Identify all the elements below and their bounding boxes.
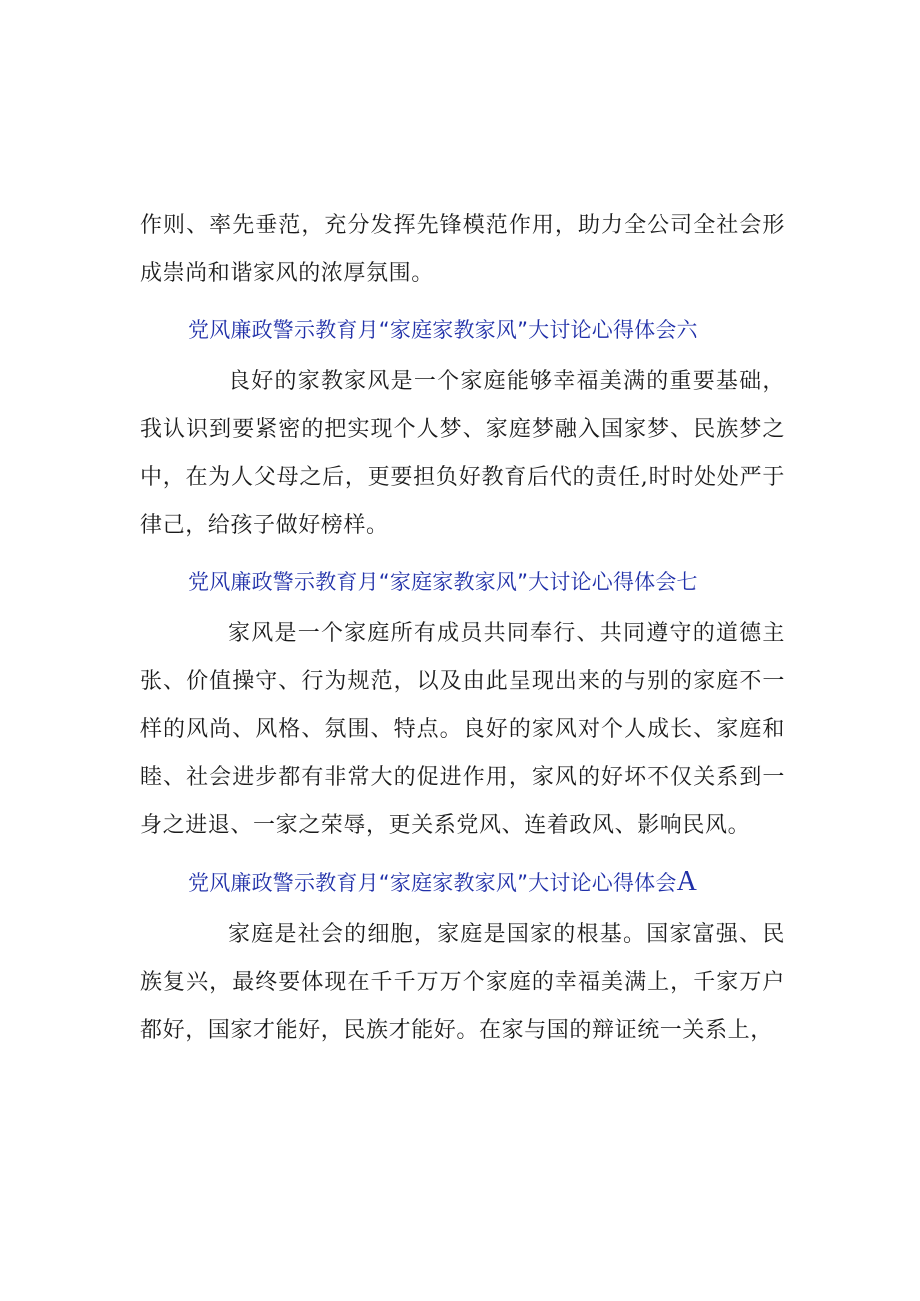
section-heading-seven: 党风廉政警示教育月“家庭家教家风”大讨论心得体会七: [188, 570, 698, 594]
paragraph-a-body: 家庭是社会的细胞，家庭是国家的根基。国家富强、民族复兴，最终要体现在千千万万个家庭的幸福美满上，千家万户都好，国家才能好，民族才能好。在家与国的辩证统一关系上，: [140, 922, 785, 1043]
document-body: [140, 202, 785, 1055]
paragraph-six-body: 良好的家教家风是一个家庭能够幸福美满的重要基础，我认识到要紧密的把实现个人梦、家庭梦融入国家梦、民族梦之中，在为人父母之后，更要担负好教育后代的责任,时时处处严于律己，给孩子做好榜样。: [140, 369, 785, 538]
section-heading-a-suffix: A: [676, 866, 697, 897]
paragraph-seven-body: 家风是一个家庭所有成员共同奉行、共同遵守的道德主张、价值操守、行为规范，以及由此呈现出来的与别的家庭不一样的风尚、风格、氛围、特点。良好的家风对个人成长、家庭和睦、社会进步都有非常大的促进作用，家风的好坏不仅关系到一身之进退、一家之荣辱，更关系党风、连着政风、影响民风。: [140, 621, 785, 838]
section-heading-six: 党风廉政警示教育月“家庭家教家风”大讨论心得体会六: [188, 318, 698, 342]
paragraph-continuation: 作则、率先垂范，充分发挥先锋模范作用，助力全公司全社会形成崇尚和谐家风的浓厚氛围。: [140, 213, 785, 286]
section-heading-a: [140, 860, 785, 905]
section-heading-a-text: 党风廉政警示教育月“家庭家教家风”大讨论心得体会: [188, 871, 677, 895]
